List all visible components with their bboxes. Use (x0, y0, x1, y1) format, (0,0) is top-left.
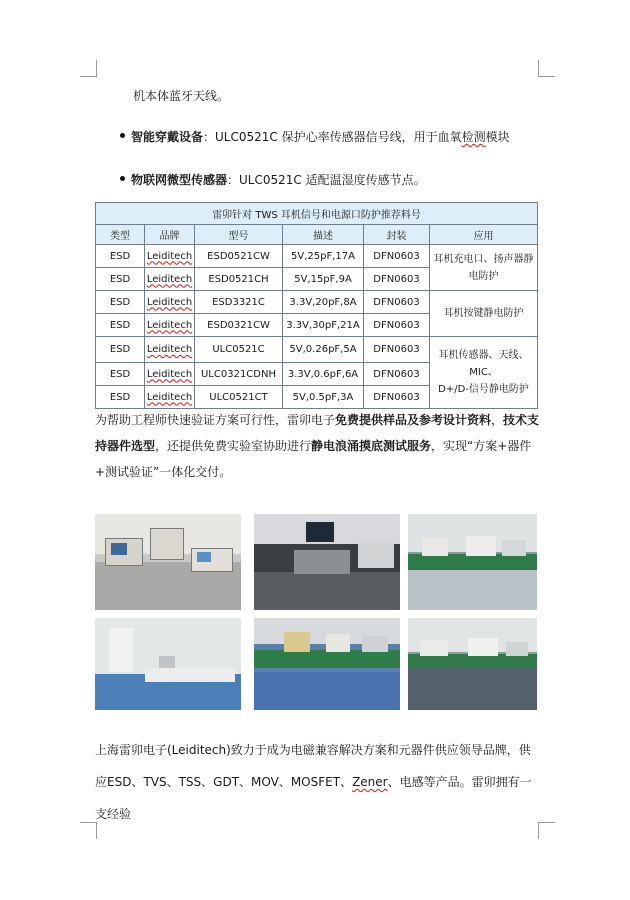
application-line: D+/D-信号静电防护 (438, 384, 529, 395)
application-cell (430, 245, 538, 291)
bullet-item-wearables (131, 128, 510, 145)
paragraph-company-intro: 上海雷卯电子(Leiditech)致力于成为电磁兼容解决方案和元器件供应领导品牌，供应ESD、TVS、TSS、GDT、MOV、MOSFET、Zener、电感等产品。雷卯拥有一支经验 (95, 743, 532, 821)
spellcheck-word: Zener (352, 775, 388, 789)
lab-photo-6 (408, 618, 537, 710)
application-line: 电防护 (468, 270, 499, 282)
brand-text: Leiditech (146, 391, 193, 403)
table-cell (145, 337, 195, 363)
brand-text: Leiditech (146, 344, 193, 355)
table-cell (145, 268, 195, 291)
top-line: 机本体蓝牙天线。 (133, 89, 230, 103)
brand-text: Leiditech (146, 273, 193, 285)
table-cell: ESD3321C (195, 291, 283, 314)
table-cell: 3.3V,0.6pF,6A (283, 363, 364, 386)
table-cell: 5V,0.26pF,5A (283, 337, 364, 363)
bullet-label: 智能穿戴设备 (131, 130, 204, 144)
table-cell: ESD0521CH (195, 268, 283, 291)
table-row (96, 291, 538, 314)
recommendation-table (95, 202, 538, 409)
lab-photo-3 (408, 514, 537, 610)
table-cell: ULC0321CDNH (195, 363, 283, 386)
column-header: 品牌 (145, 225, 195, 245)
lab-photo-4 (95, 618, 241, 710)
table-cell: ESD (96, 245, 145, 268)
column-header: 类型 (96, 225, 145, 245)
table-cell: DFN0603 (364, 245, 430, 268)
table-cell: ESD (96, 291, 145, 314)
table-cell: 3.3V,20pF,8A (283, 291, 364, 314)
table-cell: ULC0521CT (195, 386, 283, 409)
lab-photo-1 (95, 514, 241, 610)
table-cell: DFN0603 (364, 386, 430, 409)
table-cell: 5V,15pF,9A (283, 268, 364, 291)
page-corner-mark (538, 822, 555, 839)
table-cell: DFN0603 (364, 268, 430, 291)
paragraph-free-samples: 为帮助工程师快速验证方案可行性，雷卯电子免费提供样品及参考设计资料，技术支持器件选型，还提供免费实验室协助进行静电浪涌摸底测试服务，实现“方案+器件+测试验证”一体化交付。 (95, 413, 540, 479)
table-cell: 3.3V,30pF,21A (283, 314, 364, 337)
column-header: 描述 (283, 225, 364, 245)
brand-text: Leiditech (146, 368, 193, 380)
table-cell: ESD0321CW (195, 314, 283, 337)
bullet-text: ：ULC0521C 保护心率传感器信号线，用于血氧 (203, 130, 462, 144)
table-row (96, 245, 538, 268)
table-title: 雷卯针对 TWS 耳机信号和电源口防护推荐料号 (96, 203, 538, 225)
table-cell: ESD (96, 314, 145, 337)
table-cell (145, 291, 195, 314)
table-cell: ESD0521CW (195, 245, 283, 268)
bullet-dot-icon (120, 133, 125, 138)
table-cell (145, 386, 195, 409)
application-line: 耳机充电口、扬声器静 (433, 253, 534, 265)
bullet-dot-icon (120, 176, 125, 181)
table-cell: ESD (96, 363, 145, 386)
table-cell: ESD (96, 337, 145, 363)
table-cell: DFN0603 (364, 291, 430, 314)
table-cell: ESD (96, 386, 145, 409)
brand-text: Leiditech (146, 296, 193, 308)
table-cell: ULC0521C (195, 337, 283, 363)
column-header: 型号 (195, 225, 283, 245)
application-line: 耳机传感器、天线、MIC、 (438, 350, 529, 378)
application-cell (430, 337, 538, 409)
table-cell (145, 314, 195, 337)
table-cell: 5V,0.5pF,3A (283, 386, 364, 409)
page-corner-mark (538, 60, 555, 77)
brand-text: Leiditech (146, 319, 193, 331)
page-corner-mark (80, 60, 97, 77)
column-header: 应用 (430, 225, 538, 245)
bullet-label: 物联网微型传感器 (131, 173, 228, 187)
lab-photo-5 (254, 618, 400, 710)
table-cell: DFN0603 (364, 363, 430, 386)
spellcheck-word: 检测 (461, 130, 486, 144)
table-cell (145, 245, 195, 268)
column-header: 封装 (364, 225, 430, 245)
application-cell: 耳机按键静电防护 (430, 291, 538, 337)
table-cell: ESD (96, 268, 145, 291)
table-row (96, 337, 538, 363)
lab-photo-2 (254, 514, 400, 610)
bullet-text: ：ULC0521C 适配温湿度传感节点。 (227, 173, 426, 187)
table-cell: 5V,25pF,17A (283, 245, 364, 268)
table-cell: DFN0603 (364, 314, 430, 337)
bullet-text-end: 模块 (485, 130, 510, 144)
bullet-item-iot (131, 171, 426, 188)
brand-text: Leiditech (146, 250, 193, 262)
table-cell: DFN0603 (364, 337, 430, 363)
table-cell (145, 363, 195, 386)
